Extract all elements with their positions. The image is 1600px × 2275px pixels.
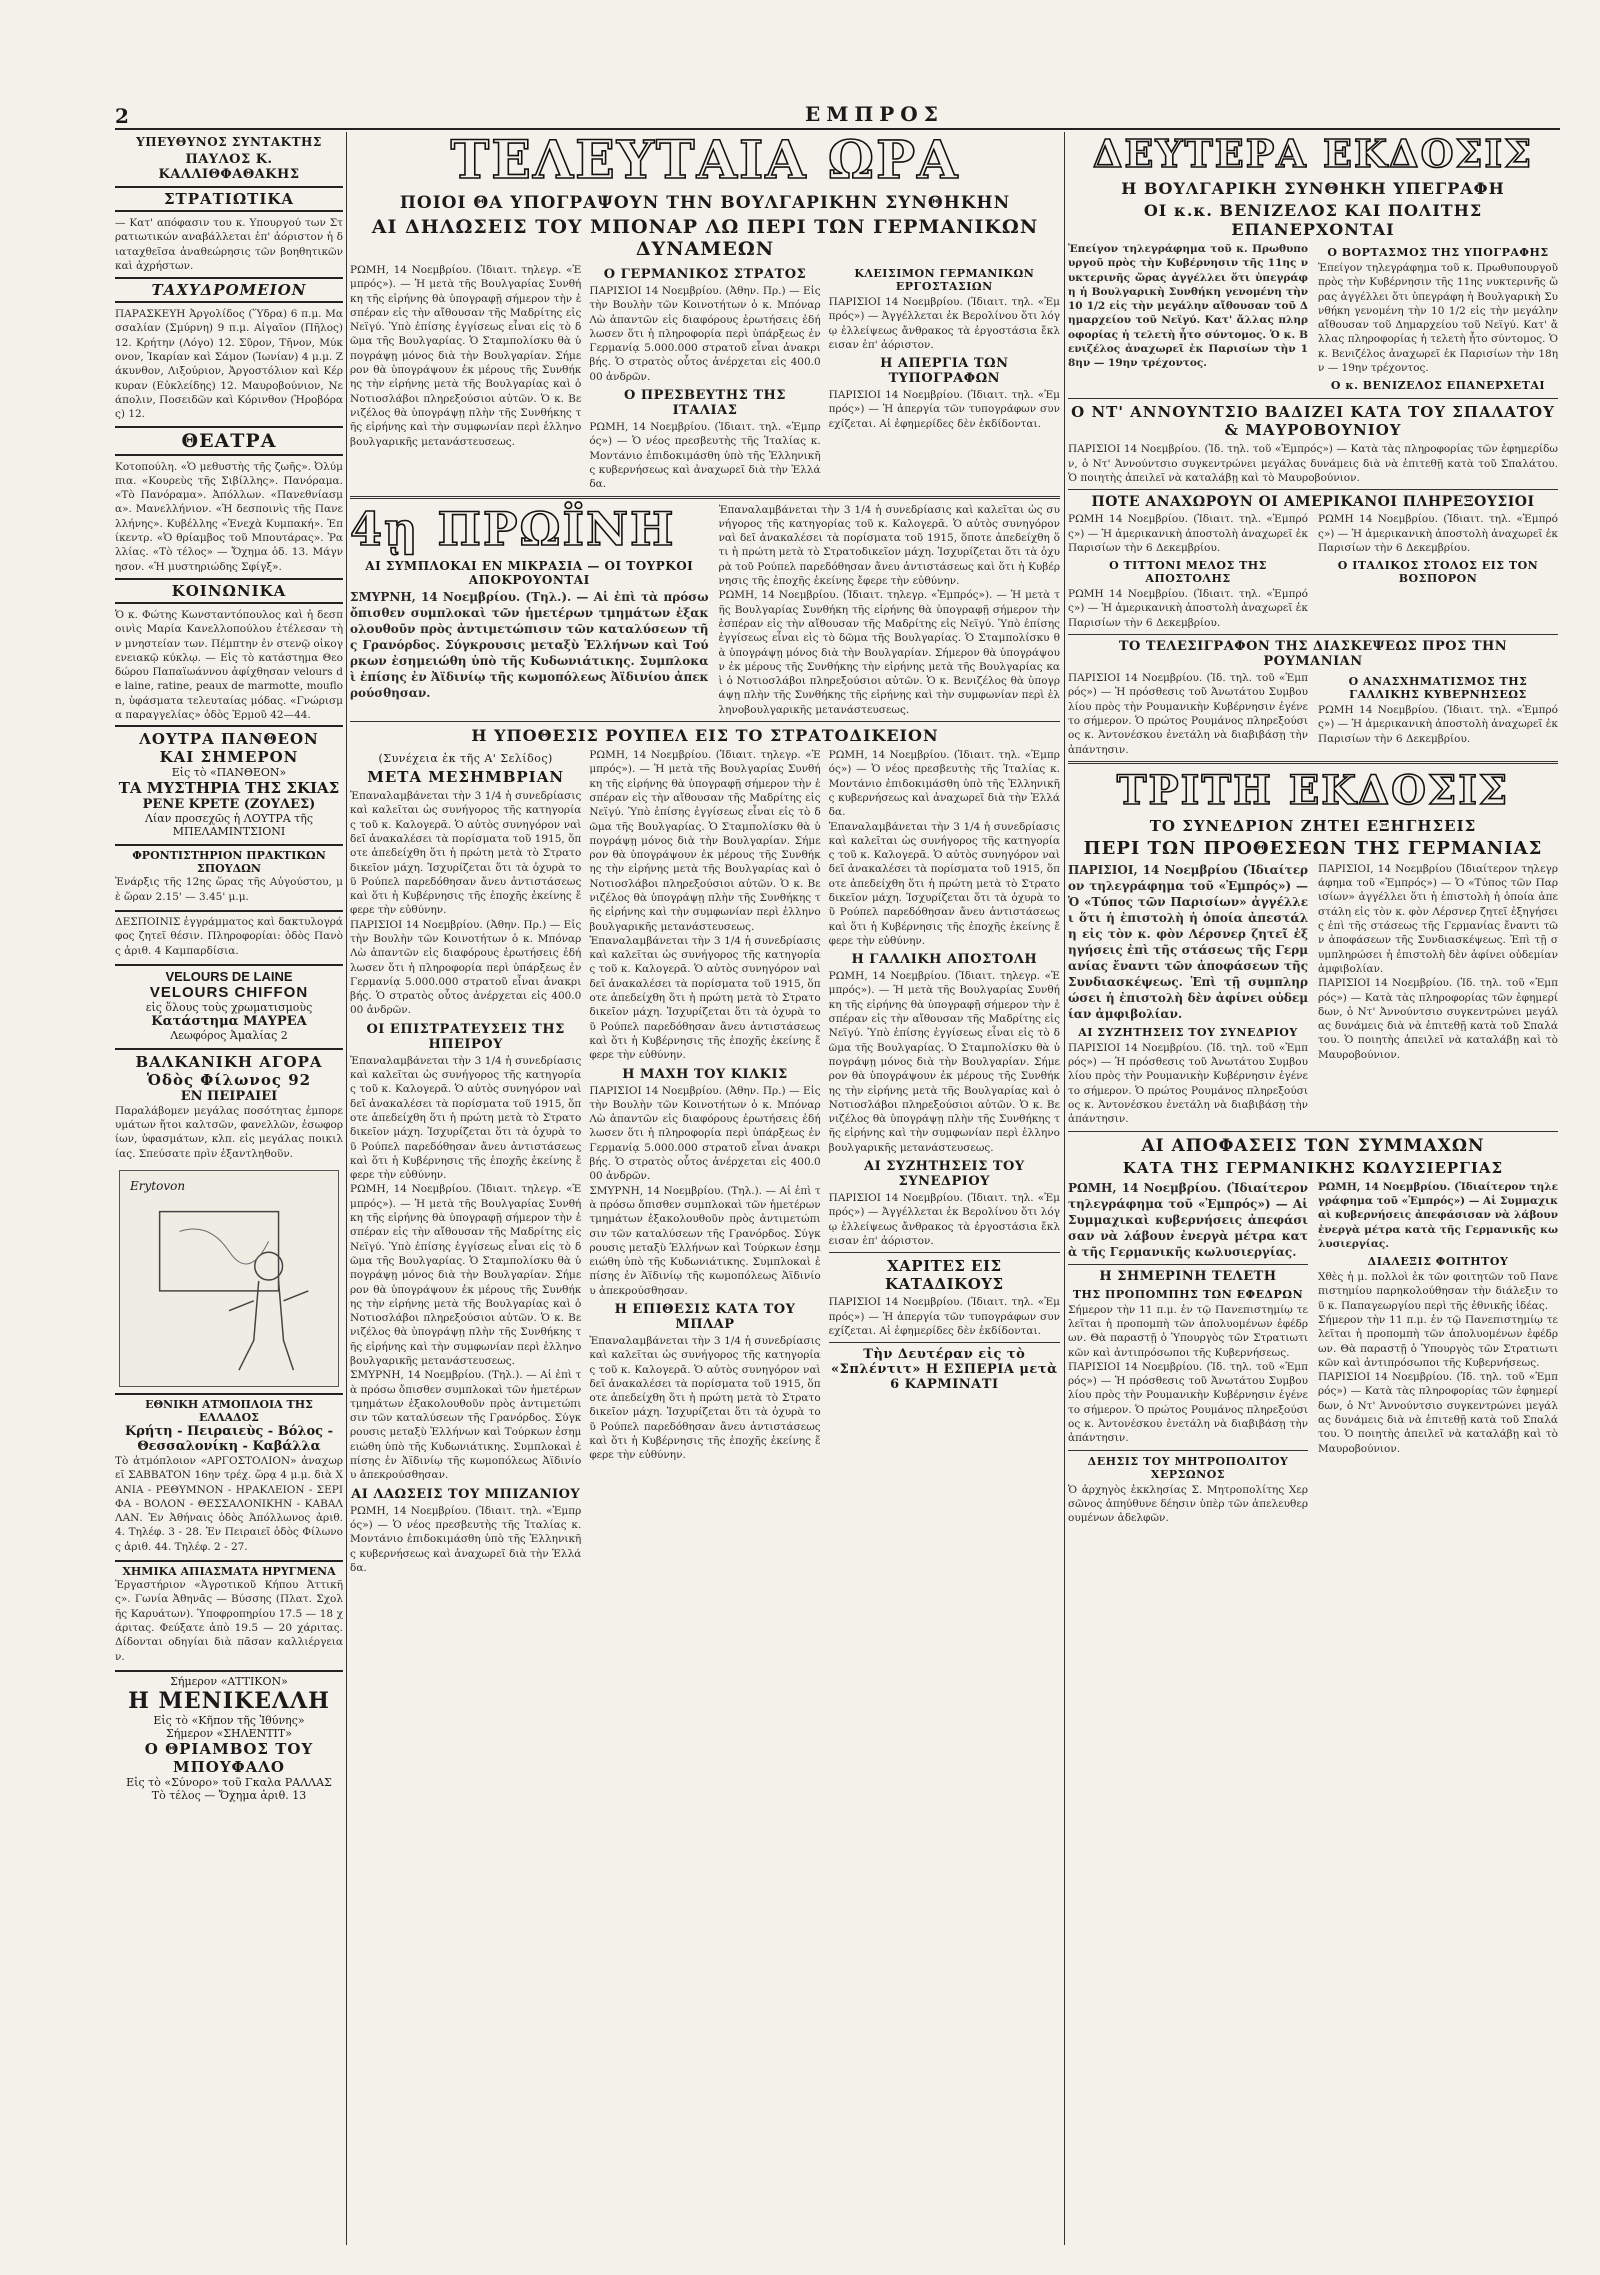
ad-line: Εἰς τὸ «Σύνορο» τοῦ Γκαλα ΡΑΛΛΑΣ [126,1775,332,1789]
article-text: ΡΩΜΗ, 14 Νοεμβρίου. (Ἰδιαιτ. τηλεγρ. «Ἐμπρός»). — Ἡ μετὰ τῆς Βουλγαρίας Συνθήκη τῆς εἰρήνης θὰ ὑπογραφῇ σήμερον τὴν ἑσπέραν εἰς τὴν αἴθουσαν τῆς Μαδρίτης εἰς Νεϊγύ. Ὑπὸ ἐπίσης ἐγγίσεως εἶναι εἰς τὸ δῶμα τῆς Βουλγαρίας. Ὁ Σταμπολίσκυ θὰ ὑπογράψῃ μόνος διὰ τὴν Βουλγαρίαν. Σήμερον θὰ ὑπογράψουν ἐκ μέρους τῆς Συνθήκης τὴν εἰρήνης μετὰ τῆς Βουλγαρίας καὶ ὁ Νοτιοσλάβοι πληρεξούσιοι αὐτῶν. Ὁ κ. Βενιζέλος θὰ ὑπογράψῃ πλὴν τῆς Συνθήκης τῆς εἰρήνης καὶ τὴν συμφωνίαν περὶ ἑλληνοβουλγαρικῆς μετανάστευσεως. [718,589,1060,716]
article-block [1068,1180,1558,1526]
article-text: Σήμερον τὴν 11 π.μ. ἐν τῷ Πανεπιστημίῳ τελεῖται ἡ προπομπὴ τῶν ἀπολυομένων ἐφέδρων. Θὰ παραστῇ ὁ Ὑπουργὸς τῶν Στρατιωτικῶν καὶ ἀντιπρόσωποι τῆς Κυβερνήσεως. [1068,1303,1308,1359]
section-title: ΚΟΙΝΩΝΙΚΑ [115,578,343,604]
center-column [350,132,1060,2255]
section-text: Κοτοπούλη. «Ὁ μεθυστὴς τῆς ζωῆς». Ὀλύμπια. «Κουρεὺς τῆς Σιβίλλης». Πανόραμα. «Τὸ Πανόραμα». Ἀπόλλων. «Πανεθνίασμα». Μανελλήνιον. «Ἡ δεσποινὶς τῆς Πανελλήνης». Κυβέλλης «Ἐνεχὰ Κυμπακή». Ἐπίκεντρ. «Ὁ θρίαμβος τοῦ Μπουτάρας». Ῥαλλίας. «Τὸ τέλος» — Ὄχημα ὁδ. 13. Μάγνησον. «Ἡ μυστηριώδης Σφίγξ». [115,460,343,573]
subheading: Ο ΒΟΡΤΑΣΜΟΣ ΤΗΣ ΥΠΟΓΡΑΦΗΣ [1327,246,1549,259]
divider [1068,489,1558,490]
divider [1068,1450,1308,1451]
article-text: ΠΑΡΙΣΙΟΙ, 14 Νοεμβρίου (Ἰδιαίτερον τηλεγράφημα τοῦ «Ἐμπρός») — Ὁ «Τύπος τῶν Παρισίων» ἀγγέλλει ὅτι ἡ ἐπιστολὴ ἡ ὁποία ἀπεστάλη εἰς τὸν κ. φὸν Λέρσνερ ζητεῖ ἐξηγήσεις ἐπὶ τῆς στάσεως τῆς Γερμανίας ἔναντι τῶν ἀποφάσεων τῆς Συνδιασκέψεως. Ἐπὶ τῇ συμπληρώσει ἡ ἐπιστολὴ δὲν ἀφίνει οὐδεμίαν ἀμφιβολίαν. [1318,862,1558,975]
ad-line: ΡΕΝΕ ΚΡΕΤΕ (ΖΟΥΛΕΣ) [142,797,316,813]
headline: ΚΑΤΑ ΤΗΣ ΓΕΡΜΑΝΙΚΗΣ ΚΩΛΥΣΙΕΡΓΙΑΣ [1122,1158,1504,1177]
headline: ΠΟΤΕ ΑΝΑΧΩΡΟΥΝ ΟΙ ΑΜΕΡΙΚΑΝΟΙ ΠΛΗΡΕΞΟΥΣΙΟΙ [1091,494,1535,511]
ad-title: ΕΝ ΠΕΙΡΑΙΕΙ [180,1088,278,1104]
ad-text: ΔΕΣΠΟΙΝΙΣ ἐγγράμματος καὶ δακτυλογράφος ζητεῖ θέσιν. Πληροφορίαι: ὁδὸς Πανὸς ἀριθ. 4 Καμπαρδίσια. [115,915,343,957]
article-text: ΡΩΜΗ, 14 Νοεμβρίου. (Ἰδιαιτ. τηλεγρ. «Ἐμπρός»). — Ἡ μετὰ τῆς Βουλγαρίας Συνθήκη τῆς εἰρήνης θὰ ὑπογραφῇ σήμερον τὴν ἑσπέραν εἰς τὴν αἴθουσαν τῆς Μαδρίτης εἰς Νεϊγύ. Ὑπὸ ἐπίσης ἐγγίσεως εἶναι εἰς τὸ δῶμα τῆς Βουλγαρίας. Ὁ Σταμπολίσκυ θὰ ὑπογράψῃ μόνος διὰ τὴν Βουλγαρίαν. Σήμερον θὰ ὑπογράψουν ἐκ μέρους τῆς Συνθήκης τὴν εἰρήνης μετὰ τῆς Βουλγαρίας καὶ ὁ Νοτιοσλάβοι πληρεξούσιοι αὐτῶν. Ὁ κ. Βενιζέλος θὰ ὑπογράψῃ πλὴν τῆς Συνθήκης τῆς εἰρήνης καὶ τὴν συμφωνίαν περὶ ἑλληνοβουλγαρικῆς μετανάστευσεως. [350,1183,582,1367]
ad-line: Σήμερον «ΣΗΛΕΝΤΙΤ» [166,1726,292,1740]
headline: ΤΟ ΤΕΛΕΣΙΓΡΑΦΟΝ ΤΗΣ ΔΙΑΣΚΕΨΕΩΣ ΠΡΟΣ ΤΗΝ ΡΟΥΜΑΝΙΑΝ [1118,639,1508,670]
divider [1068,1131,1558,1132]
article-text: ΠΑΡΙΣΙΟΙ 14 Νοεμβρίου. (Ἰδ. τηλ. τοῦ «Ἐμπρός») — Κατὰ τὰς πληροφορίας τῶν ἐφημερίδων, ὁ Ντ' Ἀννούντσιο συγκεντρώνει μεγάλας δυνάμεις διὰ νὰ ἐπιτεθῇ κατὰ τοῦ Σπαλάτου. Ὁ ποιητὴς ἀπειλεῖ νὰ καταλάβῃ καὶ τὸ Μαυροβούνιον. [1318,977,1558,1061]
article-block [1068,512,1558,630]
article-block [1068,862,1558,1127]
subheading: Ο ΤΙΤΤΟΝΙ ΜΕΛΟΣ ΤΗΣ ΑΠΟΣΤΟΛΗΣ [1109,559,1267,586]
ad-line: Τὸ τέλος — Ὄχημα ἀριθ. 13 [151,1788,307,1802]
ad-text: Ἐργαστήριον «Ἀγροτικοῦ Κήπου Ἀττικῆς». Γωνία Ἀθηνᾶς — Βύσσης (Πλατ. Σχολῆς Καρυάτων). Ὑποφροπηρίου 17.5 — 18 χάριτας. Φεύξατε ἀπὸ 19.5 — 20 χάριτας. Δίδονται οδηγίαι διὰ πᾶσαν καλλιέργειαν. [115,1579,343,1663]
headline: ΠΕΡΙ ΤΩΝ ΠΡΟΘΕΣΕΩΝ ΤΗΣ ΓΕΡΜΑΝΙΑΣ [1083,837,1543,859]
headline: Η ΒΟΥΛΓΑΡΙΚΗ ΣΥΝΘΗΚΗ ΥΠΕΓΡΑΦΗ [1121,179,1505,198]
section-title: ΘΕΑΤΡΑ [115,426,343,456]
article-block [350,503,1060,717]
ad-line: Σήμερον «ΑΤΤΙΚΟΝ» [170,1674,288,1688]
ad-line: Λεωφόρος Ἀμαλίας 2 [170,1028,288,1042]
subheading: ΔΕΗΣΙΣ ΤΟΥ ΜΗΤΡΟΠΟΛΙΤΟΥ ΧΕΡΣΩΝΟΣ [1087,1454,1289,1481]
subheading: ΔΙΑΛΕΞΙΣ ΦΟΙΤΗΤΟΥ [1367,1255,1509,1269]
ad-title: ΦΡΟΝΤΙΣΤΗΡΙΟΝ ΠΡΑΚΤΙΚΩΝ ΣΠΟΥΔΩΝ [132,849,326,876]
article-text: ΡΩΜΗ, 14 Νοεμβρίου. (Ἰδιαιτ. τηλ. «Ἐμπρός») — Ὁ νέος πρεσβευτὴς τῆς Ἰταλίας κ. Μοντάνιο ἐπιδοκιμάσθη ὑπὸ τῆς Ἑλληνικῆς κυβερνήσεως καὶ ἀναχωρεῖ διὰ τὴν Ἑλλάδα. [350,1504,582,1574]
article-text: ΠΑΡΙΣΙΟΙ 14 Νοεμβρίου. (Ἰδιαιτ. τηλ. «Ἐμπρός») — Ἀγγέλλεται ἐκ Βερολίνου ὅτι λόγῳ ἐλλείψεως ἄνθρακος τὰ ἐργοστάσια ἔκλεισαν ἐπ' ἀόριστον. [828,1192,1060,1247]
child-drawing-icon [120,1171,338,1386]
subheading: ΧΑΡΙΤΕΣ ΕΙΣ ΚΑΤΑΔΙΚΟΥΣ [885,1257,1004,1294]
article-text: Ἐπαναλαμβάνεται τὴν 3 1/4 ἡ συνεδρίασις καὶ καλεῖται ὡς συνήγορος τῆς κατηγορίας τοῦ κ. Καλογερᾶ. Ὁ αὐτὸς συνηγόρον ναὶ δεῖ ἀνακαλέσει τὰ πορίσματα τοῦ 1915, ὅποτε ἀπεδείχθη ὅτι ἡ πρώτη μετὰ τὸ Στρατοδικεῖον μάχη. Ἰσχυρίζεται ὅτι τὰ ὀχυρὰ τοῦ Ρούπελ παρεδόθησαν ἄνευ ἀντιστάσεως καὶ ὅτι ἡ Κυβέρνησις τῆς ἐποχῆς ἐκείνης ἔφερε τὴν εὐθύνην. [718,503,1060,588]
article-text: ΠΑΡΙΣΙΟΙ 14 Νοεμβρίου. (Ἀθην. Πρ.) — Εἰς τὴν Βουλὴν τῶν Κοινοτήτων ὁ κ. Μπόναρ Λὼ ἀπαντῶν εἰς διαφόρους ἐρωτήσεις ἐδήλωσεν ὅτι ἡ πληροφορία περὶ ὑπάρξεως ἐν Γερμανίᾳ 5.000.000 στρατοῦ εἶναι ἀνακριβής. Ὁ στρατὸς οὗτος ἀνέρχεται εἰς 400.000 ἀνδρῶν. [589,1084,821,1183]
article-text: Ἐπαναλαμβάνεται τὴν 3 1/4 ἡ συνεδρίασις καὶ καλεῖται ὡς συνήγορος τῆς κατηγορίας τοῦ κ. Καλογερᾶ. Ὁ αὐτὸς συνηγόρον ναὶ δεῖ ἀνακαλέσει τὰ πορίσματα τοῦ 1915, ὅποτε ἀπεδείχθη ὅτι ἡ πρώτη μετὰ τὸ Στρατοδικεῖον μάχη. Ἰσχυρίζεται ὅτι τὰ ὀχυρὰ τοῦ Ρούπελ παρεδόθησαν ἄνευ ἀντιστάσεως καὶ ὅτι ἡ Κυβέρνησις τῆς ἐποχῆς ἐκείνης ἔφερε τὴν εὐθύνην. [350,1054,582,1182]
article-text: Ἐπαναλαμβάνεται τὴν 3 1/4 ἡ συνεδρίασις καὶ καλεῖται ὡς συνήγορος τῆς κατηγορίας τοῦ κ. Καλογερᾶ. Ὁ αὐτὸς συνηγόρον ναὶ δεῖ ἀνακαλέσει τὰ πορίσματα τοῦ 1915, ὅποτε ἀπεδείχθη ὅτι ἡ πρώτη μετὰ τὸ Στρατοδικεῖον μάχη. Ἰσχυρίζεται ὅτι τὰ ὀχυρὰ τοῦ Ρούπελ παρεδόθησαν ἄνευ ἀντιστάσεως καὶ ὅτι ἡ Κυβέρνησις τῆς ἐποχῆς ἐκείνης ἔφερε τὴν εὐθύνην. [589,934,821,1062]
headline: ΑΙ ΑΠΟΦΑΣΕΙΣ ΤΩΝ ΣΥΜΜΑΧΩΝ [1141,1135,1485,1156]
section-text: Ὁ κ. Φώτης Κωνσταντόπουλος καὶ ἡ δεσποινὶς Μαρία Κανελλοπούλου ἐτέλεσαν τὴν μνηστείαν των. Πέμπτην ἐν στενῷ οἰκογενειακῷ κύκλῳ. — Εἰς τὸ κατάστημα Θεοδώρου Παπαϊωάννου ἀφίχθησαν velours de laine, ratine, peaux de marmotte, mouflon, ὑφάσματα τελευταίας μόδας. «Γνώρισμα παραγγελίας» ὁδὸς Ἑρμοῦ 42—44. [115,608,343,722]
subheading: Η ΜΑΧΗ ΤΟΥ ΚΙΛΚΙΣ [622,1066,788,1082]
ad-line: Εἰς τὸ «ΠΑΝΘΕΟΝ» [171,766,287,780]
article-text: ΠΑΡΙΣΙΟΙ 14 Νοεμβρίου. (Ἰδ. τηλ. τοῦ «Ἐμπρός») — Ἡ πρόσθεσις τοῦ Ἀνωτάτου Συμβουλίου πρὸς τὴν Ρουμανικὴν Κυβέρνησιν ἐγένετο σήμερον. Ὁ πρώτος Ρουμάνος πληρεξούσιος κ. Ἀντονέσκου ἐνετάλη νὰ διαβιβάσῃ τὴν ἀπάντησιν. [1068,1360,1308,1445]
page-number: 2 [115,104,129,128]
article-text: ΠΑΡΙΣΙΟΙ, 14 Νοεμβρίου (Ἰδιαίτερον τηλεγράφημα τοῦ «Ἐμπρός») — Ὁ «Τύπος τῶν Παρισίων» ἀγγέλλει ὅτι ἡ ἐπιστολὴ ἡ ὁποία ἀπεστάλη εἰς τὸν κ. φὸν Λέρσνερ ζητεῖ ἐξηγήσεις ἐπὶ τῆς στάσεως τῆς Γερμανίας ἔναντι τῶν ἀποφάσεων τῆς Συνδιασκέψεως. Ἐπὶ τῇ συμπληρώσει ἡ ἐπιστολὴ δὲν ἀφίνει οὐδεμίαν ἀμφιβολίαν. [1068,862,1308,1021]
illustration-caption: Erytovon [130,1178,186,1193]
subheading: Ο ΓΕΡΜΑΝΙΚΟΣ ΣΤΡΑΤΟΣ [603,267,807,282]
column-divider [346,132,347,2245]
left-column [115,132,343,2255]
article-text: ΠΑΡΙΣΙΟΙ 14 Νοεμβρίου. (Ἰδιαιτ. τηλ. «Ἐμπρός») — Ἡ ἀπεργία τῶν τυπογράφων συνεχίζεται. Αἱ ἐφημερίδες δὲν ἐκδίδονται. [828,389,1060,430]
banner-headline: ΤΡΙΤΗ ΕΚΔΟΣΙΣ [1116,766,1510,814]
banner-headline: ΔΕΥΤΕΡΑ ΕΚΔΟΣΙΣ [1092,132,1534,176]
subheading: Η ΑΠΕΡΓΙΑ ΤΩΝ ΤΥΠΟΓΡΑΦΩΝ [880,356,1009,387]
masthead [115,100,1560,130]
ad-title: Η ΜΕΝΙΚΕΛΛΗ [128,1687,330,1714]
ad-title: ΛΟΥΤΡΑ ΠΑΝΘΕΟΝ [139,730,319,749]
advertisement [115,1393,343,1557]
section-text: — Κατ' απόφασιν του κ. Υπουργού των Στρατιωτικών αναβάλλεται ἐπ' ἀόριστον ἡ διαταχθεῖσα ἀναθεώρησις τῶν βοηθητικῶν καὶ ἀχρήστων. [115,217,343,272]
article-text: ΡΩΜΗ, 14 Νοεμβρίου. (Ἰδιαιτ. τηλ. «Ἐμπρός») — Ὁ νέος πρεσβευτὴς τῆς Ἰταλίας κ. Μοντάνιο ἐπιδοκιμάσθη ὑπὸ τῆς Ἑλληνικῆς κυβερνήσεως καὶ ἀναχωρεῖ διὰ τὴν Ἑλλάδα. [589,421,821,491]
newspaper-name: ΕΜΠΡΟΣ [805,102,944,126]
article-text: ΡΩΜΗ, 14 Νοεμβρίου. (Ἰδιαίτερον τηλεγράφημα τοῦ «Ἐμπρός») — Αἱ Συμμαχικαὶ κυβερνήσεις ἀπεφάσισαν νὰ λάβουν ἐνεργὰ μέτρα κατὰ τῆς Γερμανικῆς κωλυσιεργίας. [1068,1180,1308,1259]
divider [350,496,1060,499]
article-text: Ὁ ἀρχηγὸς ἐκκλησίας Σ. Μητροπολίτης Χερσῶνος ἀπηύθυνε δέησιν ὑπὲρ τῶν ἀπελευθερουμένων ἀδελφῶν. [1068,1483,1308,1525]
article-block [350,263,1060,492]
ad-line: Λίαν προσεχῶς ἡ ΛΟΥΤΡΑ τῆς ΜΠΕΛΑΜΙΝΤΣΙΟΝΙ [144,812,313,839]
article-block [1068,671,1558,757]
advertisement [115,964,343,1045]
divider [829,1252,1060,1253]
ad-title: VELOURS CHIFFON [149,983,309,1001]
article-text: ΠΑΡΙΣΙΟΙ 14 Νοεμβρίου. (Ἰδιαιτ. τηλ. «Ἐμπρός») — Ἀγγέλλεται ἐκ Βερολίνου ὅτι λόγῳ ἐλλείψεως ἄνθρακος τὰ ἐργοστάσια ἔκλεισαν ἐπ' ἀόριστον. [828,296,1060,351]
article-text: ΠΑΡΙΣΙΟΙ 14 Νοεμβρίου. (Ἰδ. τηλ. τοῦ «Ἐμπρός») — Κατὰ τὰς πληροφορίας τῶν ἐφημερίδων, ὁ Ντ' Ἀννούντσιο συγκεντρώνει μεγάλας δυνάμεις διὰ νὰ ἐπιτεθῇ κατὰ τοῦ Σπαλάτου. Ὁ ποιητὴς ἀπειλεῖ νὰ καταλάβῃ καὶ τὸ Μαυροβούνιον. [1318,1371,1558,1455]
column-divider [1064,132,1065,2245]
subheading: ΚΛΕΙΣΙΜΟΝ ΓΕΡΜΑΝΙΚΩΝ ΕΡΓΟΣΤΑΣΙΩΝ [854,267,1035,293]
headline: Ο ΝΤ' ΑΝΝΟΥΝΤΣΙΟ ΒΑΔΙΖΕΙ ΚΑΤΑ ΤΟΥ ΣΠΑΛΑΤΟΥ & ΜΑΥΡΟΒΟΥΝΙΟΥ [1071,403,1555,440]
article-text: Ἐπείγον τηλεγράφημα τοῦ κ. Πρωθυπουργοῦ πρὸς τὴν Κυβέρνησιν τῆς 11ης νυκτερινῆς ὥρας ἀγγέλλει ὅτι ὑπεγράφη ἡ Βουλγαρικὴ Συνθήκη γενομένη τὴν 10 1/2 εἰς τὴν μεγάλην αἴθουσαν τοῦ Δημαρχείου τοῦ Νεϊγύ. Κατ' ἄλλας πληροφορίας ἡ τελετὴ ἦτο σύντομος. Ὁ κ. Βενιζέλος ἀναχωρεῖ ἐκ Παρισίων τὴν 18ην — 19ην τρέχοντος. [1068,243,1308,370]
banner-headline: ΤΕΛΕΥΤΑΙΑ ΩΡΑ [450,132,960,191]
advertisement [115,1670,343,1805]
article-text: ΡΩΜΗ 14 Νοεμβρίου. (Ἰδιαιτ. τηλ. «Ἐμπρός») — Ἡ ἀμερικανικὴ ἀποστολὴ ἀναχωρεῖ ἐκ Παρισίων τὴν 6 Δεκεμβρίου. [1318,704,1558,745]
ad-title: ΒΑΛΚΑΝΙΚΗ ΑΓΟΡΑ [135,1052,323,1071]
ad-title: Κρήτη - Πειραιεὺς - Βόλος - Θεσσαλονίκη - Καβάλλα [124,1423,334,1454]
divider [1068,634,1558,635]
note: (Συνέχεια ἐκ τῆς Α' Σελίδος) [378,752,553,766]
subheading: Ο ΠΡΕΣΒΕΥΤΗΣ ΤΗΣ ΙΤΑΛΙΑΣ [623,388,786,419]
article-text: ΡΩΜΗ, 14 Νοεμβρίου. (Ἰδιαιτ. τηλεγρ. «Ἐμπρός»). — Ἡ μετὰ τῆς Βουλγαρίας Συνθήκη τῆς εἰρήνης θὰ ὑπογραφῇ σήμερον τὴν ἑσπέραν εἰς τὴν αἴθουσαν τῆς Μαδρίτης εἰς Νεϊγύ. Ὑπὸ ἐπίσης ἐγγίσεως εἶναι εἰς τὸ δῶμα τῆς Βουλγαρίας. Ὁ Σταμπολίσκυ θὰ ὑπογράψῃ μόνος διὰ τὴν Βουλγαρίαν. Σήμερον θὰ ὑπογράψουν ἐκ μέρους τῆς Συνθήκης τὴν εἰρήνης μετὰ τῆς Βουλγαρίας καὶ ὁ Νοτιοσλάβοι πληρεξούσιοι αὐτῶν. Ὁ κ. Βενιζέλος θὰ ὑπογράψῃ πλὴν τῆς Συνθήκης τῆς εἰρήνης καὶ τὴν συμφωνίαν περὶ ἑλληνοβουλγαρικῆς μετανάστευσεως. [589,749,821,933]
ad-line: Κατάστημα ΜΑΥΡΕΑ [151,1013,307,1029]
section-title: ΣΤΡΑΤΙΩΤΙΚΑ [115,186,343,212]
headline: ΟΙ κ.κ. ΒΕΝΙΖΕΛΟΣ ΚΑΙ ΠΟΛΙΤΗΣ ΕΠΑΝΕΡΧΟΝΤΑΙ [1143,201,1483,239]
ad-line: Ἐνάρξις τῆς 12ης ὥρας τῆς Αὐγούστου, μὲ ὥραν 2.15' — 3.45' μ.μ. [115,876,343,903]
article-text: ΠΑΡΙΣΙΟΙ 14 Νοεμβρίου. (Ἰδιαιτ. τηλ. «Ἐμπρός») — Ἡ ἀπεργία τῶν τυπογράφων συνεχίζεται. Αἱ ἐφημερίδες δὲν ἐκδίδονται. [828,1296,1060,1337]
subheading: Ο κ. ΒΕΝΙΖΕΛΟΣ ΕΠΑΝΕΡΧΕΤΑΙ [1330,379,1546,393]
article-text: Χθὲς ἡ μ. πολλοὶ ἐκ τῶν φοιτητῶν τοῦ Πανεπιστημίου παρηκολούθησαν τὴν διάλεξιν τοῦ κ. Παπαγεωργίου περὶ τῆς ἐθνικῆς ἰδέας. [1318,1271,1558,1312]
article-text: ΠΑΡΙΣΙΟΙ 14 Νοεμβρίου. (Ἀθην. Πρ.) — Εἰς τὴν Βουλὴν τῶν Κοινοτήτων ὁ κ. Μπόναρ Λὼ ἀπαντῶν εἰς διαφόρους ἐρωτήσεις ἐδήλωσεν ὅτι ἡ πληροφορία περὶ ὑπάρξεως ἐν Γερμανίᾳ 5.000.000 στρατοῦ εἶναι ἀνακριβής. Ὁ στρατὸς οὗτος ἀνέρχεται εἰς 400.000 ἀνδρῶν. [589,285,821,383]
ad-title: ΧΗΜΙΚΑ ΑΠΙΑΣΜΑΤΑ ΗΡΥΓΜΕΝΑ [122,1565,336,1579]
advertisement [115,844,343,907]
right-column [1068,132,1558,2255]
banner-headline: 4ῃ ΠΡΩΪΝΗ [350,501,676,556]
ad-text: Παραλάβομεν μεγάλας ποσότητας ἐμπορευμάτων ἤτοι καλτσῶν, φανελλῶν, ἐσωφορίων, ὑφασμάτων, κλπ. εἰς μεγάλας ποικιλίας. Σπεύσατε πρὶν ἐξαντληθοῦν. [115,1104,343,1160]
article-text: Ἐπαναλαμβάνεται τὴν 3 1/4 ἡ συνεδρίασις καὶ καλεῖται ὡς συνήγορος τῆς κατηγορίας τοῦ κ. Καλογερᾶ. Ὁ αὐτὸς συνηγόρον ναὶ δεῖ ἀνακαλέσει τὰ πορίσματα τοῦ 1915, ὅποτε ἀπεδείχθη ὅτι ἡ πρώτη μετὰ τὸ Στρατοδικεῖον μάχη. Ἰσχυρίζεται ὅτι τὰ ὀχυρὰ τοῦ Ρούπελ παρεδόθησαν ἄνευ ἀντιστάσεως καὶ ὅτι ἡ Κυβέρνησις τῆς ἐποχῆς ἐκείνης ἔφερε τὴν εὐθύνην. [589,1335,821,1462]
article-text: ΡΩΜΗ, 14 Νοεμβρίου. (Ἰδιαιτ. τηλεγρ. «Ἐμπρός»). — Ἡ μετὰ τῆς Βουλγαρίας Συνθήκη τῆς εἰρήνης θὰ ὑπογραφῇ σήμερον τὴν ἑσπέραν εἰς τὴν αἴθουσαν τῆς Μαδρίτης εἰς Νεϊγύ. Ὑπὸ ἐπίσης ἐγγίσεως εἶναι εἰς τὸ δῶμα τῆς Βουλγαρίας. Ὁ Σταμπολίσκυ θὰ ὑπογράψῃ μόνος διὰ τὴν Βουλγαρίαν. Σήμερον θὰ ὑπογράψουν ἐκ μέρους τῆς Συνθήκης τὴν εἰρήνης μετὰ τῆς Βουλγαρίας καὶ ὁ Νοτιοσλάβοι πληρεξούσιοι αὐτῶν. Ὁ κ. Βενιζέλος θὰ ὑπογράψῃ πλὴν τῆς Συνθήκης τῆς εἰρήνης καὶ τὴν συμφωνίαν περὶ ἑλληνοβουλγαρικῆς μετανάστευσεως. [828,970,1060,1154]
subheading: Ο ΑΝΑΣΧΗΜΑΤΙΣΜΟΣ ΤΗΣ ΓΑΛΛΙΚΗΣ ΚΥΒΕΡΝΗΣΕΩΣ [1348,675,1528,702]
subheading: Ο ΙΤΑΛΙΚΟΣ ΣΤΟΛΟΣ ΕΙΣ ΤΟΝ ΒΟΣΠΟΡΟΝ [1337,559,1539,586]
subheading: Η ΕΠΙΘΕΣΙΣ ΚΑΤΑ ΤΟΥ ΜΠΛΑΡ [614,1302,796,1332]
divider [1068,761,1558,764]
announcement: Τὴν Δευτέραν εἰς τὸ «Σπλέντιτ» Η ΕΣΠΕΡΙΑ μετὰ 6 ΚΑΡΜΙΝΑΤΙ [831,1347,1058,1393]
advertisement [115,725,343,841]
subheading: ΑΙ ΣΥΖΗΤΗΣΕΙΣ ΤΟΥ ΣΥΝΕΔΡΙΟΥ [1078,1025,1298,1039]
section-title: ΤΑΧΥΔΡΟΜΕΙΟΝ [115,277,343,303]
article-text: Σήμερον τὴν 11 π.μ. ἐν τῷ Πανεπιστημίῳ τελεῖται ἡ προπομπὴ τῶν ἀπολυομένων ἐφέδρων. Θὰ παραστῇ ὁ Ὑπουργὸς τῶν Στρατιωτικῶν καὶ ἀντιπρόσωποι τῆς Κυβερνήσεως. [1318,1313,1558,1369]
subheading: Η ΓΑΛΛΙΚΗ ΑΠΟΣΤΟΛΗ [851,952,1038,968]
headline: Η ΥΠΟΘΕΣΙΣ ΡΟΥΠΕΛ ΕΙΣ ΤΟ ΣΤΡΑΤΟΔΙΚΕΙΟΝ [471,726,939,746]
article-text: ΠΑΡΙΣΙΟΙ 14 Νοεμβρίου. (Ἀθην. Πρ.) — Εἰς τὴν Βουλὴν τῶν Κοινοτήτων ὁ κ. Μπόναρ Λὼ ἀπαντῶν εἰς διαφόρους ἐρωτήσεις ἐδήλωσεν ὅτι ἡ πληροφορία περὶ ὑπάρξεως ἐν Γερμανίᾳ 5.000.000 στρατοῦ εἶναι ἀνακριβής. Ὁ στρατὸς οὗτος ἀνέρχεται εἰς 400.000 ἀνδρῶν. [350,918,582,1017]
subheading: ΤΗΣ ΠΡΟΠΟΜΠΗΣ ΤΩΝ ΕΦΕΔΡΩΝ [1072,1287,1304,1301]
article-text: ΠΑΡΙΣΙΟΙ 14 Νοεμβρίου. (Ἰδ. τηλ. τοῦ «Ἐμπρός») — Κατὰ τὰς πληροφορίας τῶν ἐφημερίδων, ὁ Ντ' Ἀννούντσιο συγκεντρώνει μεγάλας δυνάμεις διὰ νὰ ἐπιτεθῇ κατὰ τοῦ Σπαλάτου. Ὁ ποιητὴς ἀπειλεῖ νὰ καταλάβῃ καὶ τὸ Μαυροβούνιον. [1068,443,1558,484]
divider [1068,398,1558,399]
article-text: ΣΜΥΡΝΗ, 14 Νοεμβρίου. (Τηλ.). — Αἱ ἐπὶ τὰ πρόσω ὄπισθεν συμπλοκαὶ τῶν ἡμετέρων τμημάτων ἐξακολουθοῦν πρὸς ἀντιμετώπισιν τῶν καταλύσεων τῆς Γρανόρδος. Σύγκρουσις μεταξὺ Ἑλλήνων καὶ Τούρκων ἐσημειώθη ὑπὸ τῆς Κυδωνιάτικης. Συμπλοκαὶ ἐπίσης ἐν Ἀϊδινίῳ τῆς κωμοπόλεως Ἀϊδινίου ἀπεκρούσθησαν. [350,1369,582,1482]
headline: ΑΙ ΣΥΜΠΛΟΚΑΙ ΕΝ ΜΙΚΡΑΣΙΑ — ΟΙ ΤΟΥΡΚΟΙ ΑΠΟΚΡΟΥΟΝΤΑΙ [365,558,694,587]
article-text: ΡΩΜΗ, 14 Νοεμβρίου. (Ἰδιαιτ. τηλ. «Ἐμπρός») — Ὁ νέος πρεσβευτὴς τῆς Ἰταλίας κ. Μοντάνιο ἐπιδοκιμάσθη ὑπὸ τῆς Ἑλληνικῆς κυβερνήσεως καὶ ἀναχωρεῖ διὰ τὴν Ἑλλάδα. [828,749,1060,819]
headline: ΠΟΙΟΙ ΘΑ ΥΠΟΓΡΑΨΟΥΝ ΤΗΝ ΒΟΥΛΓΑΡΙΚΗΝ ΣΥΝΘΗΚΗΝ [399,193,1011,213]
illustration [119,1170,339,1387]
subheading: Η ΣΗΜΕΡΙΝΗ ΤΕΛΕΤΗ [1099,1268,1277,1284]
article-block [350,748,1060,1575]
advertisement [115,1048,343,1164]
ad-title: Ο ΘΡΙΑΜΒΟΣ ΤΟΥ ΜΠΟΥΦΑΛΟ [144,1739,314,1776]
ad-title: Ὁδὸς Φίλωνος 92 [146,1070,312,1089]
divider [829,1342,1060,1343]
article-text: ΣΜΥΡΝΗ, 14 Νοεμβρίου. (Τηλ.). — Αἱ ἐπὶ τὰ πρόσω ὄπισθεν συμπλοκαὶ τῶν ἡμετέρων τμημάτων ἐξακολουθοῦν πρὸς ἀντιμετώπισιν τῶν καταλύσεων τῆς Γρανόρδος. Σύγκρουσις μεταξὺ Ἑλλήνων καὶ Τούρκων ἐσημειώθη ὑπὸ τῆς Κυδωνιάτικης. Συμπλοκαὶ ἐπίσης ἐν Ἀϊδινίῳ τῆς κωμοπόλεως Ἀϊδινίου ἀπεκρούσθησαν. [589,1184,821,1297]
article-text: ΡΩΜΗ 14 Νοεμβρίου. (Ἰδιαιτ. τηλ. «Ἐμπρός») — Ἡ ἀμερικανικὴ ἀποστολὴ ἀναχωρεῖ ἐκ Παρισίων τὴν 6 Δεκεμβρίου. [1318,513,1558,554]
section-text: ΠΑΡΑΣΚΕΥΗ Ἀργολίδος (Ὕδρα) 6 π.μ. Μασσαλίαν (Σμύρνη) 9 π.μ. Αἰγαῖον (Πῆλος) 12. Κρήτην (Λόγο) 12. Σῦρον, Τῆνον, Μύκονον, Ἰκαρίαν καὶ Σάμον (Ἰωνίαν) 4 μ.μ. Ζάκυνθον, Λιξούριον, Ἀργοστόλιον καὶ Κέρκυραν (Εὐκλείδης) 12. Μαυροβούνιον, Νεάπολιν, Ποσειδῶν καὶ Κόρινθον (Ἡροβόρας) 12. [115,308,343,421]
ad-title: ΤΑ ΜΥΣΤΗΡΙΑ ΤΗΣ ΣΚΙΑΣ [118,779,340,798]
headline: ΑΙ ΔΗΛΩΣΕΙΣ ΤΟΥ ΜΠΟΝΑΡ ΛΩ ΠΕΡΙ ΤΩΝ ΓΕΡΜΑΝΙΚΩΝ ΔΥΝΑΜΕΩΝ [371,216,1039,260]
article-text: ΠΑΡΙΣΙΟΙ 14 Νοεμβρίου. (Ἰδ. τηλ. τοῦ «Ἐμπρός») — Ἡ πρόσθεσις τοῦ Ἀνωτάτου Συμβουλίου πρὸς τὴν Ρουμανικὴν Κυβέρνησιν ἐγένετο σήμερον. Ὁ πρώτος Ρουμάνος πληρεξούσιος κ. Ἀντονέσκου ἐνετάλη νὰ διαβιβάσῃ τὴν ἀπάντησιν. [1068,1041,1308,1126]
article-text: Ἐπαναλαμβάνεται τὴν 3 1/4 ἡ συνεδρίασις καὶ καλεῖται ὡς συνήγορος τῆς κατηγορίας τοῦ κ. Καλογερᾶ. Ὁ αὐτὸς συνηγόρον ναὶ δεῖ ἀνακαλέσει τὰ πορίσματα τοῦ 1915, ὅποτε ἀπεδείχθη ὅτι ἡ πρώτη μετὰ τὸ Στρατοδικεῖον μάχη. Ἰσχυρίζεται ὅτι τὰ ὀχυρὰ τοῦ Ρούπελ παρεδόθησαν ἄνευ ἀντιστάσεως καὶ ὅτι ἡ Κυβέρνησις τῆς ἐποχῆς ἐκείνης ἔφερε τὴν εὐθύνην. [828,820,1060,947]
ad-line: εἰς ὅλους τοὺς χρωματισμοὺς [145,1000,313,1014]
article-block [1068,242,1558,394]
editor-name: ΠΑΥΛΟΣ Κ. ΚΑΛΛΙΘΦΑΘΑΚΗΣ [158,152,300,182]
divider [1068,1264,1308,1265]
article-text: Ἐπαναλαμβάνεται τὴν 3 1/4 ἡ συνεδρίασις καὶ καλεῖται ὡς συνήγορος τῆς κατηγορίας τοῦ κ. Καλογερᾶ. Ὁ αὐτὸς συνηγόρον ναὶ δεῖ ἀνακαλέσει τὰ πορίσματα τοῦ 1915, ὅποτε ἀπεδείχθη ὅτι ἡ πρώτη μετὰ τὸ Στρατοδικεῖον μάχη. Ἰσχυρίζεται ὅτι τὰ ὀχυρὰ τοῦ Ρούπελ παρεδόθησαν ἄνευ ἀντιστάσεως καὶ ὅτι ἡ Κυβέρνησις τῆς ἐποχῆς ἐκείνης ἔφερε τὴν εὐθύνην. [350,790,582,917]
advertisement [115,910,343,961]
article-text: ΠΑΡΙΣΙΟΙ 14 Νοεμβρίου. (Ἰδ. τηλ. τοῦ «Ἐμπρός») — Ἡ πρόσθεσις τοῦ Ἀνωτάτου Συμβουλίου πρὸς τὴν Ρουμανικὴν Κυβέρνησιν ἐγένετο σήμερον. Ὁ πρώτος Ρουμάνος πληρεξούσιος κ. Ἀντονέσκου ἐνετάλη νὰ διαβιβάσῃ τὴν ἀπάντησιν. [1068,672,1308,756]
ad-text: Τὸ ἀτμόπλοιον «ΑΡΓΟΣΤΟΛΙΟΝ» ἀναχωρεῖ ΣΑΒΒΑΤΟΝ 16ην τρέχ. ὥρᾳ 4 μ.μ. διὰ ΧΑΝΙΑ - ΡΕΘΥΜΝΟΝ - ΗΡΑΚΛΕΙΟΝ - ΣΕΡΙΦΑ - ΒΟΛΟΝ - ΘΕΣΣΑΛΟΝΙΚΗΝ - ΚΑΒΑΛΛΑΝ. Ἐν Ἀθήναις ὁδὸς Ἀπόλλωνος ἀριθ. 4. Τηλέφ. 3 - 28. Ἐν Πειραιεῖ ὁδὸς Φίλωνος ἀριθ. 44. Τηλέφ. 2 - 27. [115,1454,343,1553]
article-text: ΣΜΥΡΝΗ, 14 Νοεμβρίου. (Τηλ.). — Αἱ ἐπὶ τὰ πρόσω ὄπισθεν συμπλοκαὶ τῶν ἡμετέρων τμημάτων ἐξακολουθοῦν πρὸς ἀντιμετώπισιν τῶν καταλύσεων τῆς Γρανόρδος. Σύγκρουσις μεταξὺ Ἑλλήνων καὶ Τούρκων ἐσημειώθη ὑπὸ τῆς Κυδωνιάτικης. Συμπλοκαὶ ἐπίσης ἐν Ἀϊδινίῳ τῆς κωμοπόλεως Ἀϊδινίου ἀπεκρούσθησαν. [350,589,709,700]
subheading: ΟΙ ΕΠΙΣΤΡΑΤΕΥΣΕΙΣ ΤΗΣ ΗΠΕΙΡΟΥ [366,1021,565,1052]
ad-title: ΚΑΙ ΣΗΜΕΡΟΝ [159,748,299,767]
article-text: ΡΩΜΗ 14 Νοεμβρίου. (Ἰδιαιτ. τηλ. «Ἐμπρός») — Ἡ ἀμερικανικὴ ἀποστολὴ ἀναχωρεῖ ἐκ Παρισίων τὴν 6 Δεκεμβρίου. [1068,588,1308,629]
article-text: ΡΩΜΗ, 14 Νοεμβρίου. (Ἰδιαίτερον τηλεγράφημα τοῦ «Ἐμπρός») — Αἱ Συμμαχικαὶ κυβερνήσεις ἀπεφάσισαν νὰ λάβουν ἐνεργὰ μέτρα κατὰ τῆς Γερμανικῆς κωλυσιεργίας. [1318,1180,1558,1250]
subheading: ΑΙ ΛΑΩΣΕΙΣ ΤΟΥ ΜΠΙΖΑΝΙΟΥ [351,1486,581,1502]
divider [350,721,1060,722]
subheading: ΜΕΤΑ ΜΕΣΗΜΒΡΙΑΝ [367,768,565,787]
advertisement [115,1560,343,1667]
editor-label: ΥΠΕΥΘΥΝΟΣ ΣΥΝΤΑΚΤΗΣ [136,135,322,149]
headline: ΤΟ ΣΥΝΕΔΡΙΟΝ ΖΗΤΕΙ ΕΞΗΓΗΣΕΙΣ [1149,816,1477,835]
ad-line: Εἰς τὸ «Κῆπον τῆς Ἰθύνης» [153,1713,305,1727]
article-text: Ἐπείγον τηλεγράφημα τοῦ κ. Πρωθυπουργοῦ πρὸς τὴν Κυβέρνησιν τῆς 11ης νυκτερινῆς ὥρας ἀγγέλλει ὅτι ὑπεγράφη ἡ Βουλγαρικὴ Συνθήκη γενομένη τὴν 10 1/2 εἰς τὴν μεγάλην αἴθουσαν τοῦ Δημαρχείου τοῦ Νεϊγύ. Κατ' ἄλλας πληροφορίας ἡ τελετὴ ἦτο σύντομος. Ὁ κ. Βενιζέλος ἀναχωρεῖ ἐκ Παρισίων τὴν 18ην — 19ην τρέχοντος. [1318,262,1558,375]
article-text: ΡΩΜΗ 14 Νοεμβρίου. (Ἰδιαιτ. τηλ. «Ἐμπρός») — Ἡ ἀμερικανικὴ ἀποστολὴ ἀναχωρεῖ ἐκ Παρισίων τὴν 6 Δεκεμβρίου. [1068,513,1308,554]
article-text: ΡΩΜΗ, 14 Νοεμβρίου. (Ἰδιαιτ. τηλεγρ. «Ἐμπρός»). — Ἡ μετὰ τῆς Βουλγαρίας Συνθήκη τῆς εἰρήνης θὰ ὑπογραφῇ σήμερον τὴν ἑσπέραν εἰς τὴν αἴθουσαν τῆς Μαδρίτης εἰς Νεϊγύ. Ὑπὸ ἐπίσης ἐγγίσεως εἶναι εἰς τὸ δῶμα τῆς Βουλγαρίας. Ὁ Σταμπολίσκυ θὰ ὑπογράψῃ μόνος διὰ τὴν Βουλγαρίαν. Σήμερον θὰ ὑπογράψουν ἐκ μέρους τῆς Συνθήκης τὴν εἰρήνης μετὰ τῆς Βουλγαρίας καὶ ὁ Νοτιοσλάβοι πληρεξούσιοι αὐτῶν. Ὁ κ. Βενιζέλος θὰ ὑπογράψῃ πλὴν τῆς Συνθήκης τῆς εἰρήνης καὶ τὴν συμφωνίαν περὶ ἑλληνοβουλγαρικῆς μετανάστευσεως. [350,264,582,448]
ad-title: VELOURS DE LAINE [165,968,293,984]
ad-title: ΕΘΝΙΚΗ ΑΤΜΟΠΛΟΙΑ ΤΗΣ ΕΛΛΑΔΟΣ [145,1397,313,1424]
subheading: ΑΙ ΣΥΖΗΤΗΣΕΙΣ ΤΟΥ ΣΥΝΕΔΡΙΟΥ [864,1159,1025,1190]
